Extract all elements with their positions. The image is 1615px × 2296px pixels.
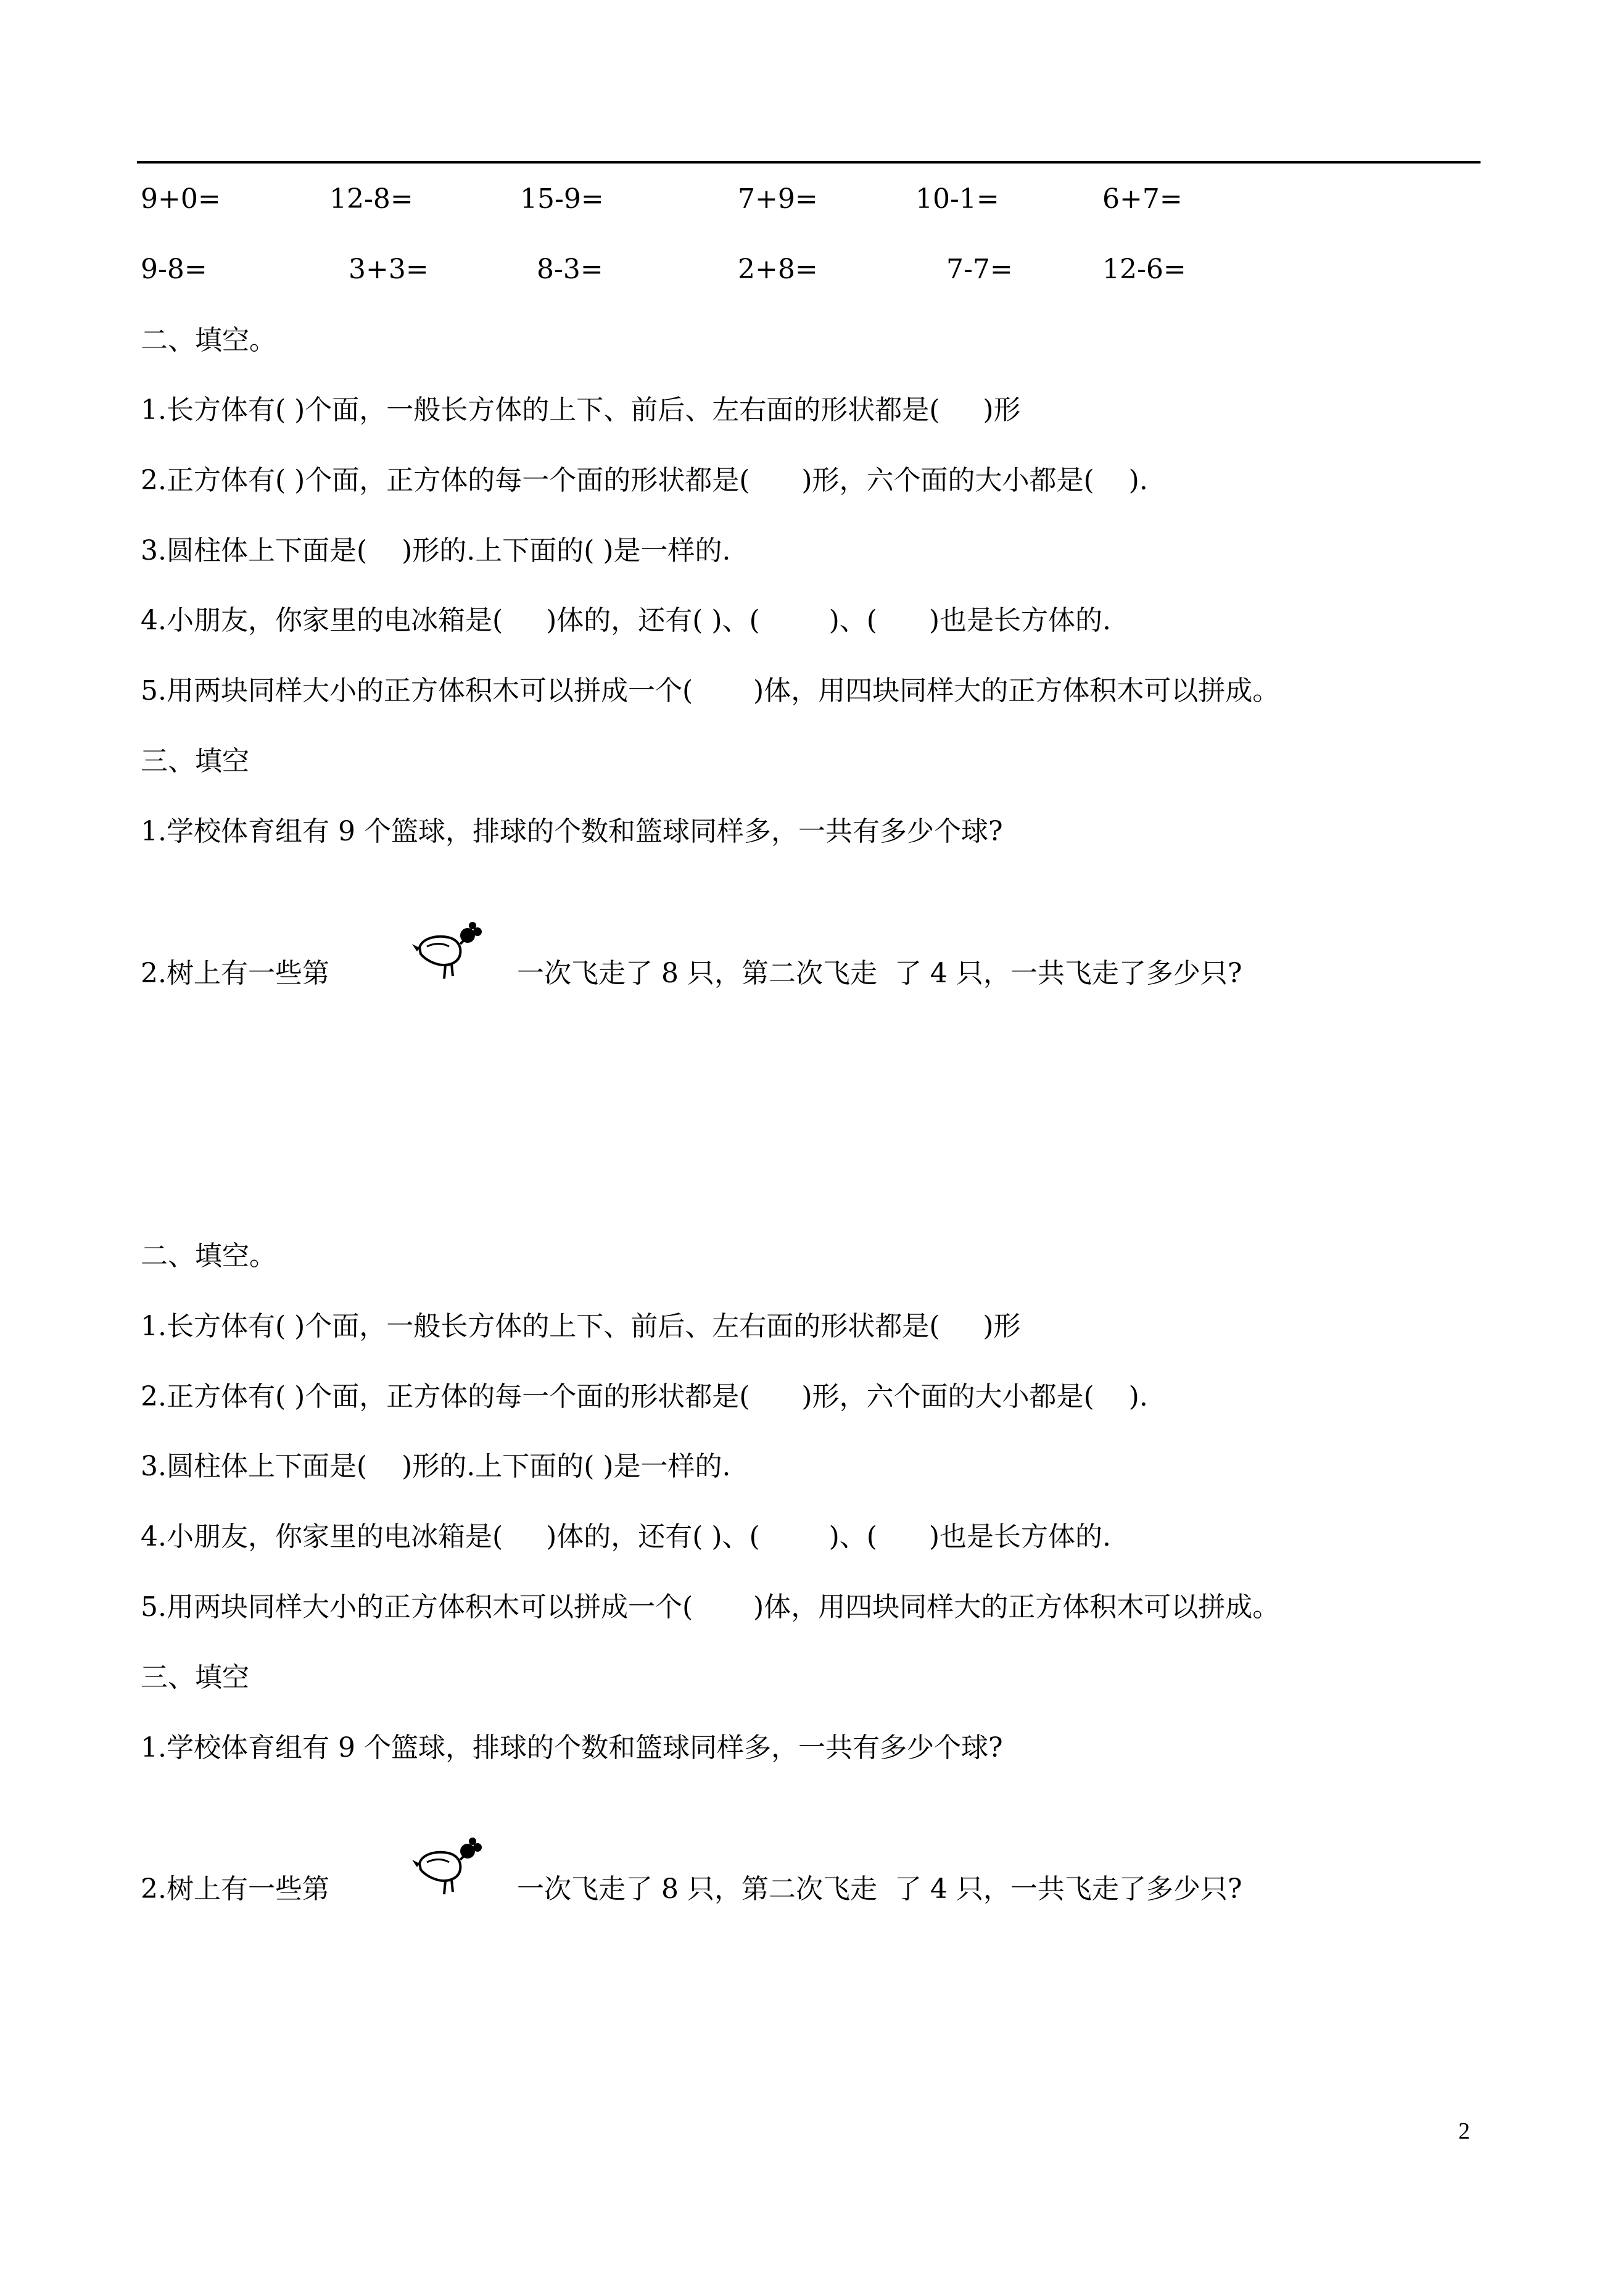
arithmetic-problem: 3+3= — [349, 254, 429, 285]
bird-icon — [408, 919, 489, 987]
arithmetic-problem: 7+9= — [738, 183, 818, 215]
arithmetic-problem: 12-8= — [329, 183, 413, 215]
arithmetic-problem: 12-6= — [1102, 254, 1186, 285]
word-problem: 2.树上有一些第 — [141, 958, 329, 989]
fill-item: 4.小朋友，你家里的电冰箱是( )体的，还有( )、( )、( )也是长方体的. — [141, 1521, 1112, 1552]
bird-icon — [408, 1835, 489, 1903]
arithmetic-problem: 9+0= — [141, 183, 221, 215]
word-problem: 1.学校体育组有 9 个篮球，排球的个数和篮球同样多，一共有多少个球? — [141, 1732, 1003, 1763]
section-heading: 二、填空。 — [141, 325, 276, 356]
fill-item: 3.圆柱体上下面是( )形的.上下面的( )是一样的. — [141, 1451, 731, 1482]
fill-item: 5.用两块同样大小的正方体积木可以拼成一个( )体，用四块同样大的正方体积木可以拼成。 — [141, 1591, 1280, 1623]
header-rule — [137, 161, 1481, 164]
word-problem: 2.树上有一些第 — [141, 1873, 329, 1905]
section-heading: 三、填空 — [141, 1662, 249, 1693]
fill-item: 1.长方体有( )个面，一般长方体的上下、前后、左右面的形状都是( )形 — [141, 1311, 1021, 1342]
page-number: 2 — [1458, 2118, 1470, 2144]
fill-item: 2.正方体有( )个面，正方体的每一个面的形状都是( )形，六个面的大小都是( ). — [141, 1381, 1148, 1412]
arithmetic-problem: 9-8= — [141, 254, 207, 285]
word-problem-continued: 一次飞走了 8 只，第二次飞走 了 4 只，一共飞走了多少只? — [517, 958, 1242, 989]
fill-item: 2.正方体有( )个面，正方体的每一个面的形状都是( )形，六个面的大小都是( ). — [141, 465, 1148, 496]
arithmetic-problem: 10-1= — [915, 183, 999, 215]
section-heading: 三、填空 — [141, 745, 249, 777]
arithmetic-problem: 15-9= — [520, 183, 604, 215]
arithmetic-problem: 6+7= — [1102, 183, 1183, 215]
fill-item: 1.长方体有( )个面，一般长方体的上下、前后、左右面的形状都是( )形 — [141, 394, 1021, 426]
arithmetic-problem: 2+8= — [738, 254, 818, 285]
fill-item: 4.小朋友，你家里的电冰箱是( )体的，还有( )、( )、( )也是长方体的. — [141, 605, 1112, 636]
section-heading: 二、填空。 — [141, 1240, 276, 1272]
word-problem-continued: 一次飞走了 8 只，第二次飞走 了 4 只，一共飞走了多少只? — [517, 1873, 1242, 1905]
arithmetic-problem: 8-3= — [537, 254, 603, 285]
word-problem: 1.学校体育组有 9 个篮球，排球的个数和篮球同样多，一共有多少个球? — [141, 816, 1003, 847]
arithmetic-problem: 7-7= — [946, 254, 1013, 285]
fill-item: 5.用两块同样大小的正方体积木可以拼成一个( )体，用四块同样大的正方体积木可以拼成。 — [141, 675, 1280, 707]
fill-item: 3.圆柱体上下面是( )形的.上下面的( )是一样的. — [141, 535, 731, 566]
